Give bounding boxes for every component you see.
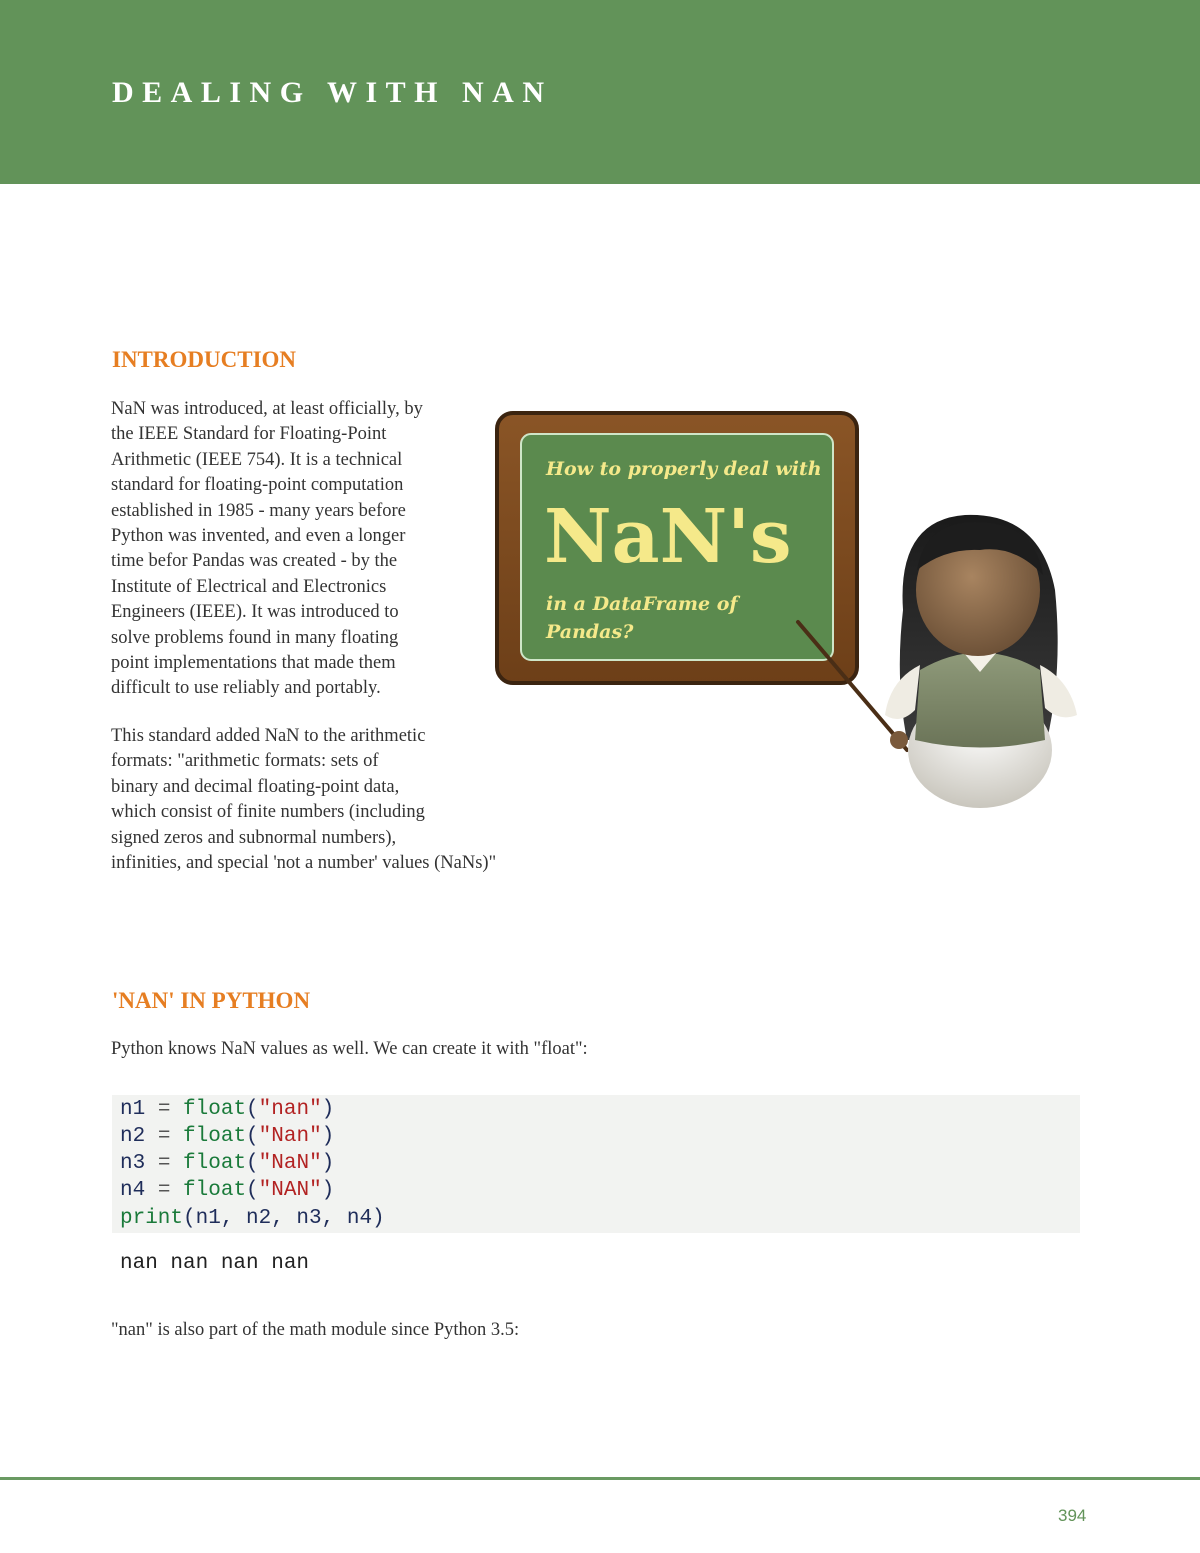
board-line-4: Pandas?: [546, 621, 634, 643]
teacher-figure: [885, 515, 1077, 808]
chapter-title: DEALING WITH NAN: [112, 76, 553, 109]
text-line: time befor Pandas was created - by the: [111, 551, 398, 572]
text-line: which consist of finite numbers (including: [111, 802, 425, 823]
text-line: signed zeros and subnormal numbers),: [111, 827, 397, 848]
text-line: difficult to use reliably and portably.: [111, 678, 381, 699]
board-line-3: in a DataFrame of: [546, 593, 738, 615]
header-band: [0, 0, 1200, 184]
hand: [890, 731, 908, 749]
text-line: the IEEE Standard for Floating-Point: [111, 424, 387, 445]
code-block: [112, 1095, 1080, 1233]
text-line: point implementations that made them: [111, 653, 396, 674]
intro-paragraph-1: [111, 397, 423, 702]
page-number: 394: [1058, 1506, 1087, 1525]
text-line: standard for floating-point computation: [111, 475, 404, 496]
python-heading: 'NAN' IN PYTHON: [112, 988, 311, 1013]
text-line: Python knows NaN values as well. We can create it with "float":: [111, 1039, 588, 1059]
text-line: Institute of Electrical and Electronics: [111, 576, 387, 597]
text-line: formats: "arithmetic formats: sets of: [111, 751, 379, 772]
text-line: binary and decimal floating-point data,: [111, 776, 400, 797]
board-line-1: How to properly deal with: [546, 458, 822, 480]
text-line: Engineers (IEEE). It was introduced to: [111, 602, 399, 623]
math-module-note: [111, 1318, 519, 1343]
code-line: n3 = float("NaN"): [120, 1152, 335, 1175]
intro-heading: INTRODUCTION: [112, 347, 297, 372]
code-line: n4 = float("NAN"): [120, 1179, 335, 1202]
text-line: This standard added NaN to the arithmetic: [111, 726, 426, 746]
text-line: "nan" is also part of the math module since Python 3.5:: [111, 1320, 520, 1340]
text-line: Arithmetic (IEEE 754). It is a technical: [111, 449, 403, 470]
text-line: NaN was introduced, at least officially, by: [111, 399, 423, 419]
text-line: Python was invented, and even a longer: [111, 526, 406, 547]
code-line: print(n1, n2, n3, n4): [120, 1207, 385, 1230]
code-line: n1 = float("nan"): [120, 1098, 335, 1121]
footer-rule: [0, 1477, 1200, 1480]
code-line: n2 = float("Nan"): [120, 1125, 335, 1148]
intro-paragraph-2: [111, 724, 496, 876]
code-output: nan nan nan nan: [120, 1252, 310, 1275]
text-line: infinities, and special 'not a number' values (NaNs)": [111, 853, 497, 874]
chalkboard-illustration: [495, 410, 1095, 820]
board-big-text: NaN's: [544, 494, 792, 580]
text-line: solve problems found in many floating: [111, 627, 399, 648]
python-intro: [111, 1037, 588, 1062]
text-line: established in 1985 - many years before: [111, 500, 406, 521]
